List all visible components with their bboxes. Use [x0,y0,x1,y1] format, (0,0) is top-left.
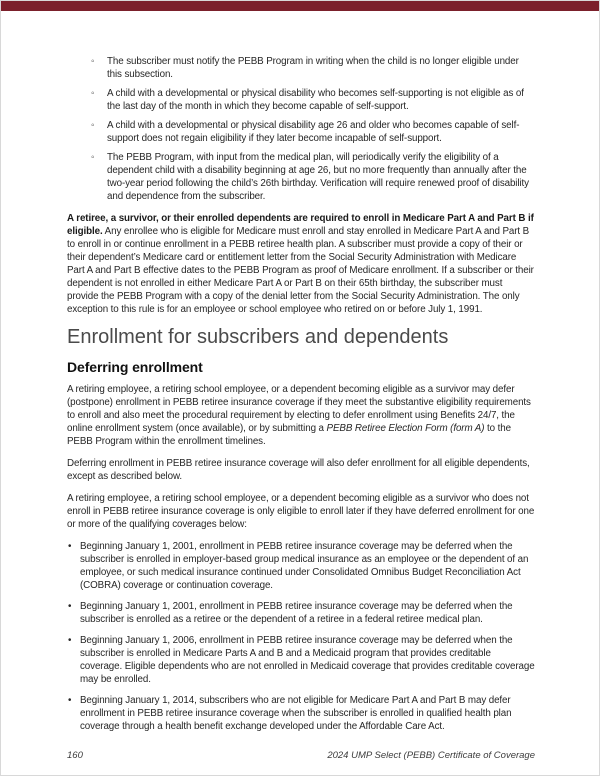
list-item [67,55,535,81]
list-item-text: Beginning January 1, 2014, subscribers who are not eligible for Medicare Part A and Part B may defer enrollment in PEBB retiree insurance coverage when the subscriber is enrolled in qualified health plan coverage through a health benefit exchange developed under the Affordable Care Act. [80,695,512,732]
list-item-text: A child with a developmental or physical disability who becomes self-supporting is not eligible as of the last day of the month in which they become capable of self-support. [107,88,524,112]
disc-bullet-icon: • [68,695,72,706]
circle-bullet-icon: ◦ [91,56,95,67]
list-item [67,600,535,626]
page-number: 160 [67,750,83,761]
disc-bullet-icon: • [68,635,72,646]
circle-bullet-icon: ◦ [91,88,95,99]
list-item-text: The PEBB Program, with input from the medical plan, will periodically verify the eligibility of a dependent child with a disability beginning at age 26, but no more frequently than annually after the two-year period following the child’s 26th birthday. Verification will require renewed proof of disability and dependence from the subscriber. [107,152,529,202]
circle-bullet-icon: ◦ [91,152,95,163]
disc-bullet-icon: • [68,601,72,612]
deferring-intro-text: A retiring employee, a retiring school employee, or a dependent becoming eligible as a survivor may defer (postpone) enrollment in PEBB retiree insurance coverage if they meet the substantive eligibility requirements to enroll and also meet the procedural requirement by electing to defer enrollment using Benefits 24/7, the online enrollment system (once available), or by submitting a [67,384,531,434]
page-footer [67,750,535,761]
top-accent-bar [1,1,599,11]
qualifying-coverages-list [67,540,535,733]
disability-verification-list [67,55,535,203]
deferring-intro-paragraph [67,383,535,448]
document-title: 2024 UMP Select (PEBB) Certificate of Coverage [327,750,535,761]
form-name-italic-text: PEBB Retiree Election Form (form A) [326,423,485,434]
section-heading: Enrollment for subscribers and dependents [67,326,449,348]
page-content [1,11,599,733]
list-item-text: The subscriber must notify the PEBB Program in writing when the child is no longer eligible under this subsection. [107,56,519,80]
medicare-requirement-body-text: Any enrollee who is eligible for Medicare must enroll and stay enrolled in Medicare Part A and Part B to enroll in or continue enrollment in a PEBB retiree health plan. A subscriber must provide a copy of their or their dependent’s Medicare card or entitlement letter from the Social Security Administration with Medicare Part A and Part B effective dates to the PEBB Program as proof of Medicare enrollment. If a subscriber or their dependent is not enrolled in either Medicare Part A or Part B on their 65th birthday, the subscriber must provide the PEBB Program with a copy of the denial letter from the Social Security Administration. The only exception to this rule is for an employee or school employee who retired on or before July 1, 1991. [67,226,534,315]
qualifying-coverages-intro-paragraph: A retiring employee, a retiring school employee, or a dependent becoming eligible as a survivor who does not enroll in PEBB retiree insurance coverage is only eligible to enroll later if they have deferred enrollment for one or more of the qualifying coverages below: [67,493,535,530]
list-item-text: A child with a developmental or physical disability age 26 and older who becomes capable of self-support does not regain eligibility if they later become incapable of self-support. [107,120,520,144]
list-item [67,151,535,203]
list-item [67,119,535,145]
list-item [67,87,535,113]
list-item [67,540,535,592]
deferring-intro-text-end: to the PEBB Program within the enrollment timelines. [67,423,511,447]
list-item-text: Beginning January 1, 2001, enrollment in PEBB retiree insurance coverage may be deferred when the subscriber is enrolled as a retiree or the dependent of a retiree in a federal retiree medical plan. [80,601,513,625]
medicare-enrollment-paragraph [67,212,535,316]
deferring-dependents-paragraph: Deferring enrollment in PEBB retiree insurance coverage will also defer enrollment for all eligible dependents, except as described below. [67,458,530,482]
medicare-requirement-bold-text: A retiree, a survivor, or their enrolled dependents are required to enroll in Medicare Part A and Part B if eligible. [67,213,534,237]
list-item-text: Beginning January 1, 2006, enrollment in PEBB retiree insurance coverage may be deferred when the subscriber is enrolled in Medicare Parts A and B and a Medicaid program that provides creditable coverage. Eligible dependents who are not enrolled in Medicaid coverage that provides creditable coverage may be enrolled. [80,635,535,685]
subsection-heading: Deferring enrollment [67,359,203,375]
circle-bullet-icon: ◦ [91,120,95,131]
list-item-text: Beginning January 1, 2001, enrollment in PEBB retiree insurance coverage may be deferred when the subscriber is enrolled in employer-based group medical insurance as an employee or the dependent of an employee, or such medical insurance continued under Consolidated Omnibus Budget Reconciliation Act (COBRA) coverage or continuation coverage. [80,541,529,591]
list-item [67,694,535,733]
disc-bullet-icon: • [68,541,72,552]
list-item [67,634,535,686]
